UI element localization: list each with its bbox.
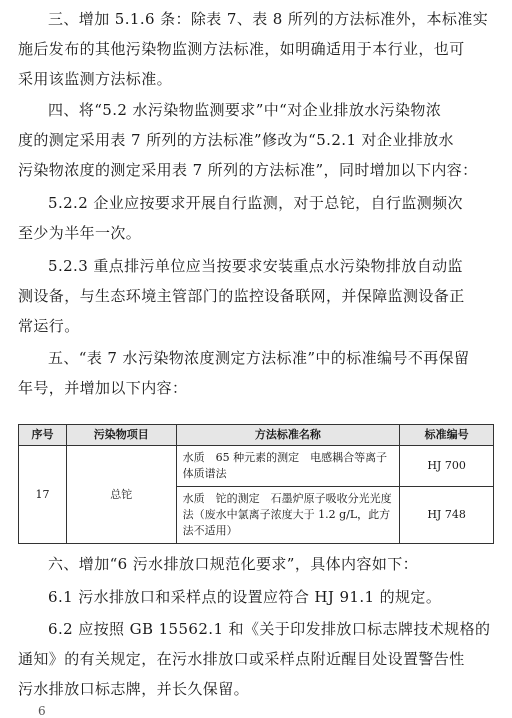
paragraph-6-2	[18, 614, 496, 704]
text-line: 5.2.3 重点排污单位应当按要求安装重点水污染物排放自动监	[48, 257, 463, 275]
cell-seq: 17	[19, 446, 67, 544]
header-method-name: 方法标准名称	[176, 425, 400, 446]
text-line: 6.1 污水排放口和采样点的设置应符合 HJ 91.1 的规定。	[48, 588, 442, 606]
paragraph-item-5	[18, 343, 496, 403]
cell-standard-code: HJ 748	[400, 487, 494, 544]
text-line: 采用该监测方法标准。	[18, 70, 173, 88]
paragraph-6-1	[18, 582, 496, 612]
cell-method-name: 水质 65 种元素的测定 电感耦合等离子体质谱法	[176, 446, 400, 487]
paragraph-item-6	[18, 549, 496, 579]
text-line: 度的测定采用表 7 所列的方法标准”修改为“5.2.1 对企业排放水	[18, 131, 454, 149]
text-line: 四、将“5.2 水污染物监测要求”中“对企业排放水污染物浓	[48, 101, 442, 119]
text-line: 施后发布的其他污染物监测方法标准，如明确适用于本行业，也可	[18, 40, 465, 58]
paragraph-item-4	[18, 95, 496, 185]
table-header-row	[19, 425, 494, 446]
header-standard-code: 标准编号	[400, 425, 494, 446]
text-line: 5.2.2 企业应按要求开展自行监测，对于总铊，自行监测频次	[48, 194, 463, 212]
paragraph-5-2-3	[18, 251, 496, 341]
text-line: 测设备，与生态环境主管部门的监控设备联网，并保障监测设备正	[18, 287, 465, 305]
text-line: 污水排放口标志牌，并长久保留。	[18, 680, 250, 698]
text-line: 污染物浓度的测定采用表 7 所列的方法标准”，同时增加以下内容：	[18, 161, 478, 179]
text-line: 至少为半年一次。	[18, 224, 142, 242]
paragraph-5-2-2	[18, 188, 496, 248]
text-line: 通知》的有关规定，在污水排放口或采样点附近醒目处设置警告性	[18, 650, 465, 668]
cell-pollutant: 总铊	[66, 446, 176, 544]
header-pollutant: 污染物项目	[66, 425, 176, 446]
text-line: 三、增加 5.1.6 条：除表 7、表 8 所列的方法标准外，本标准实	[48, 10, 489, 28]
text-line: 6.2 应按照 GB 15562.1 和《关于印发排放口标志牌技术规格的	[48, 620, 491, 638]
text-line: 六、增加“6 污水排放口规范化要求”，具体内容如下：	[48, 555, 419, 573]
text-line: 年号，并增加以下内容：	[18, 379, 188, 397]
cell-standard-code: HJ 700	[400, 446, 494, 487]
table-row	[19, 446, 494, 487]
cell-method-name: 水质 铊的测定 石墨炉原子吸收分光光度法（废水中氯离子浓度大于 1.2 g/L，此方法不适用）	[176, 487, 400, 544]
method-standard-table	[18, 424, 494, 544]
header-seq: 序号	[19, 425, 67, 446]
paragraph-item-3	[18, 4, 496, 94]
text-line: 常运行。	[18, 317, 80, 335]
text-line: 五、“表 7 水污染物浓度测定方法标准”中的标准编号不再保留	[48, 349, 470, 367]
page-number: 6	[38, 704, 46, 718]
